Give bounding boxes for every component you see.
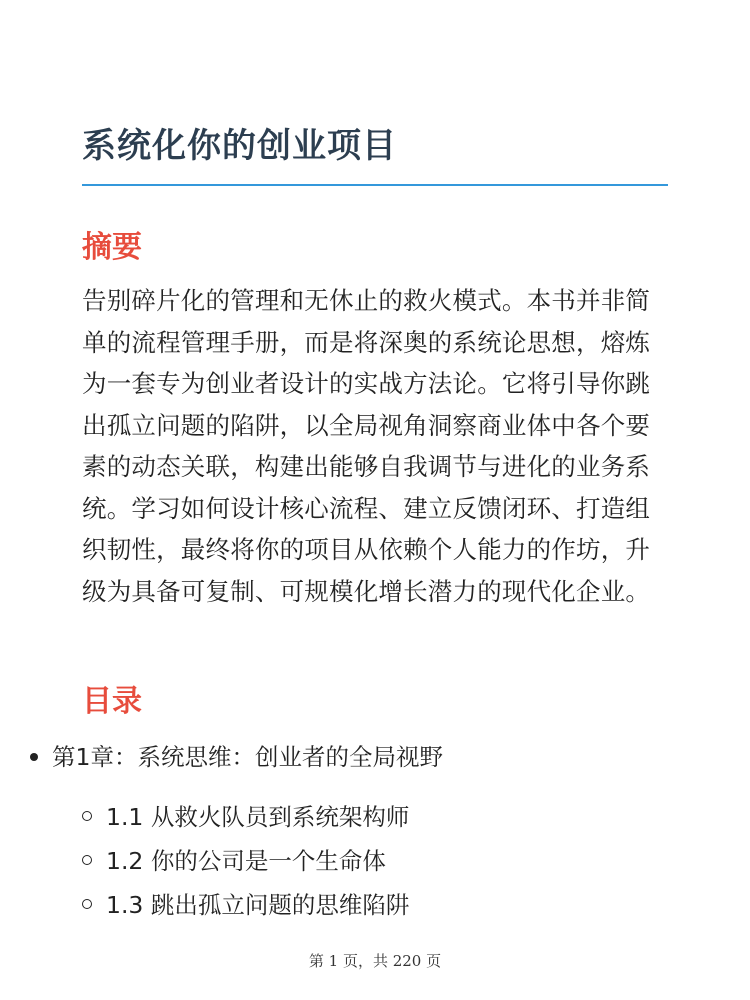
- hollow-bullet-icon: [82, 899, 92, 909]
- toc-chapter-label: 第1章：系统思维：创业者的全局视野: [52, 743, 443, 771]
- toc-section-label: 1.3 跳出孤立问题的思维陷阱: [106, 891, 410, 919]
- document-title: 系统化你的创业项目: [82, 126, 397, 166]
- toc-section-label: 1.2 你的公司是一个生命体: [106, 847, 386, 875]
- abstract-paragraph: 告别碎片化的管理和无休止的救火模式。本书并非简单的流程管理手册，而是将深奥的系统论思想，熔炼为一套专为创业者设计的实战方法论。它将引导你跳出孤立问题的陷阱，以全局视角洞察商业体中各个要素的动态关联，构建出能够自我调节与进化的业务系统。学习如何设计核心流程、建立反馈闭环、打造组织韧性，最终将你的项目从依赖个人能力的作坊，升级为具备可复制、可规模化增长潜力的现代化企业。: [82, 286, 651, 606]
- hollow-bullet-icon: [82, 811, 92, 821]
- toc-chapter-1[interactable]: [52, 738, 443, 772]
- toc-section-label: 1.1 从救火队员到系统架构师: [106, 803, 410, 831]
- filled-bullet-icon: [30, 753, 38, 761]
- hollow-bullet-icon: [82, 855, 92, 865]
- title-divider: [82, 184, 668, 186]
- toc-section-1-3[interactable]: [106, 886, 409, 920]
- toc-heading: 目录: [82, 684, 142, 719]
- toc-section-1-2[interactable]: [106, 842, 386, 876]
- page-number-footer: 第 1 页，共 220 页: [308, 952, 442, 970]
- toc-section-1-1[interactable]: [106, 798, 409, 832]
- abstract-heading: 摘要: [82, 230, 142, 265]
